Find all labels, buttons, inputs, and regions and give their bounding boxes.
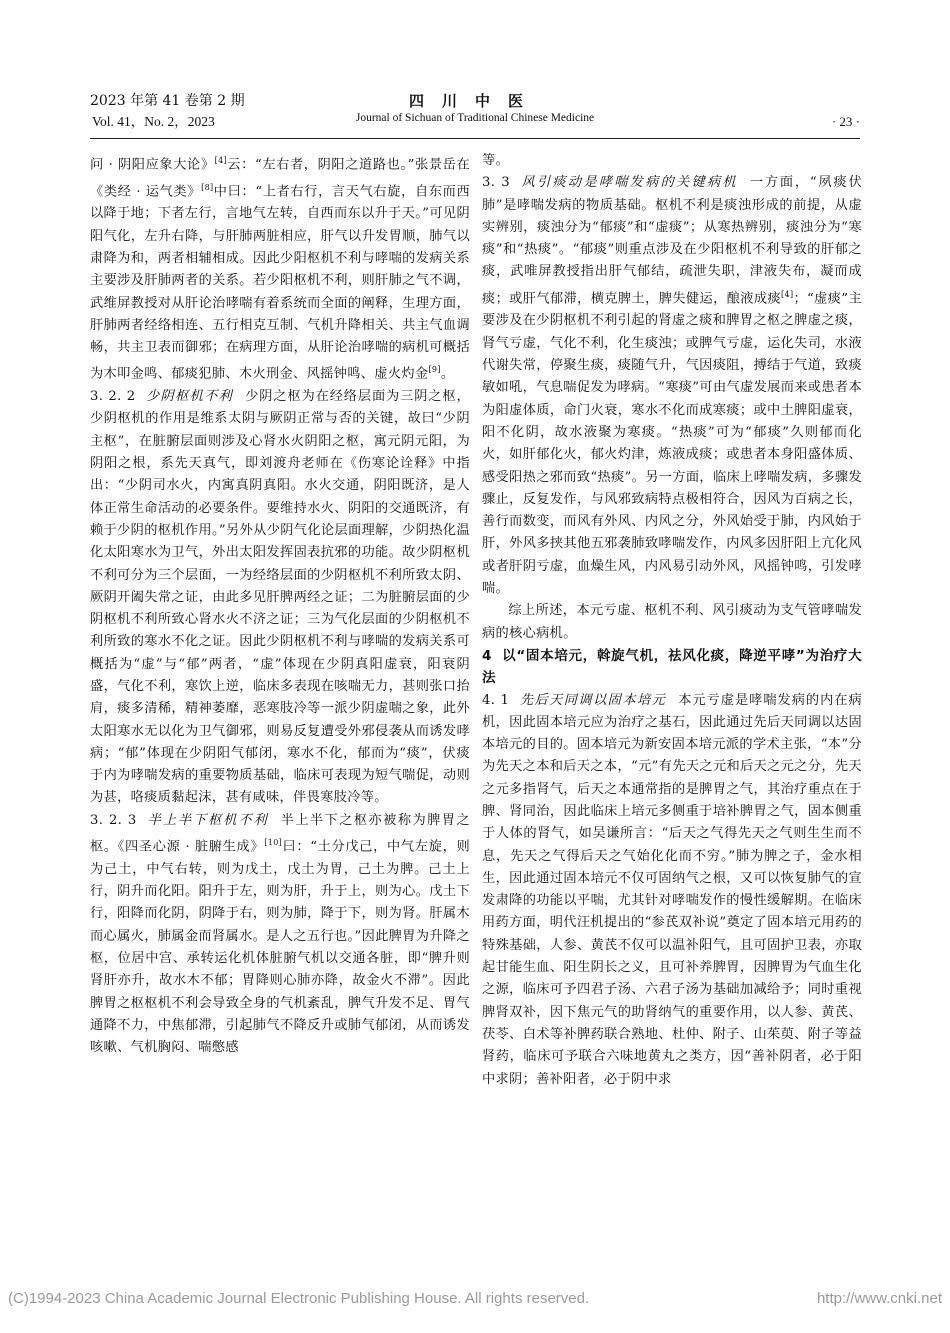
copyright-text: (C)1994-2023 China Academic Journal Electronic Publishing House. All rights reserved. [8,1290,590,1307]
right-column [482,150,862,1260]
citation[interactable]: [4] [214,156,228,165]
section-3-2-3: 3. 2. 3 半上半下枢机不利 半上半下之枢亦被称为脾胃之枢。《四圣心源 · 脏腑生成》[10]曰：“土分戊己，中气左旋，则为己土，中气右转，则为戊土，戊土为胃，己土为脾。己土上行，阴升而化阳。阳升于左，则为肝，升于上，则为心。戊土下行，阳降而化阴，阴降于右，则为肺，降于下，则为肾。肝属木而心属火，肺属金而肾属水。是人之五行也。”因此脾胃为升降之枢，位居中宫、承转运化机体脏腑气机以交通各脏，即“脾升则肾肝亦升，故水木不郁；胃降则心肺亦降，故金火不滞”。因此脾胃之枢枢机不利会导致全身的气机紊乱，脾气升发不足、胃气通降不力，中焦郁滞，引起肺气不降反升或肺气郁闭，从而诱发咳嗽、气机胸闷、喘憋感 [90,812,470,1056]
issue-cn: 2023 年第 41 卷第 2 期 [90,93,245,109]
journal-title-en: Journal of Sichuan of Traditional Chinese Medicine [355,112,595,124]
section-number: 3. 3 [482,175,511,191]
journal-title-cn: 四川中医 [408,92,541,110]
issue-en: Vol. 41，No. 2，2023 [92,114,215,129]
citation[interactable]: [4] [781,289,794,299]
header-rule [90,138,860,139]
section-number: 3. 2. 3 [90,812,137,828]
section-heading: 半上半下枢机不利 [146,812,269,828]
citation[interactable]: [10] [264,838,283,848]
running-header [90,90,860,136]
paragraph: 问 · 阴阳应象大论》[4]云：“左右者，阴阳之道路也。”张景岳在《类经 · 运气类》[8]中曰：“上者右行，言天气右旋，自东而西以降于地；下者左行，言地气左转，自西而东以升于天。”可见阴阳气化，左升右降，与肝肺两脏相应，肝气以升发胃顺，肺气以肃降为和，两者相辅相成。因此少阳枢机不利与哮喘的发病关系主要涉及肝肺两者的关系。若少阳枢机不利，则肝肺之气不调，武维屏教授对从肝论治哮喘有着系统而全面的阐释，生理方面，肝肺两者经络相连、五行相克互制、气机升降相关、共主气血调畅，共主卫表而御邪；在病理方面，从肝论治哮喘的病机可概括为木叩金鸣、郁痰犯肺、木火刑金、风摇钟鸣、虚火灼金[9]。 [90,156,470,382]
section-4-1: 4. 1 先后天同调以固本培元 本元亏虚是哮喘发病的内在病机，因此固本培元应为治疗之基石，因此通过先后天同调以达固本培元的目的。固本培元为新安固本培元派的学术主张，“本”分为先天之本和后天之本，“元”有先天之元和后天之元之分，先天之元多指肾气，后天之本通常指的是脾胃之气，其治疗重点在于脾、肾同治，因此临床上培元多侧重于培补脾胃之气，固本侧重于人体的肾气，如吴谦所言：“后天之气得先天之气则生生而不息，先天之气得后天之气始化化而不穷。”肺为脾之子，金水相生，因此通过固本培元不仅可固纳气之根，又可以恢复肺气的宣发肃降的功能以平喘，尤其针对哮喘发作的慢性缓解期。在临床用药方面，明代汪机提出的“参芪双补说”奠定了固本培元用药的特殊基础，人参、黄芪不仅可以温补阳气，且可固护卫表，亦取起甘能生血、阳生阴长之义，且可补养脾胃，因脾胃为气血生化之源，临床可予四君子汤、六君子汤为基础加减给予；同时重视脾肾双补，因下焦元气的助肾纳气的重要作用，以人参、黄芪、茯苓、白术等补脾药联合熟地、杜仲、附子、山茱萸、附子等益肾药，临床可予联合六味地黄丸之类方，因“善补阴者，必于阳中求阴；善补阳者，必于阴中求 [482,692,862,1087]
page-number: · 23 · [831,114,860,129]
copyright-footer [8,1290,942,1310]
citation[interactable]: [8] [201,182,214,192]
section-3-2-2: 3. 2. 2 少阴枢机不利 少阴之枢为在经络层面为三阴之枢，少阴枢机的作用是维系太阴与厥阴正常与否的关键，故曰“少阴主枢”，在脏腑层面则涉及心肾水火阴阳之枢，寓元阴元阳，为阴阳之根，系先天真气，即刘渡舟老师在《伤寒论诠释》中指出：“少阴司水火，内寓真阴真阳。水火交通，阴阳既济，是人体正常生命活动的必要条件。要维持水火、阴阳的交通既济，有赖于少阴的枢机作用。”另外从少阴气化论层面理解，少阴热化温化太阳寒水为卫气，外出太阳发挥固表抗邪的功能。故少阴枢机不利可分为三个层面，一为经络层面的少阴枢机不利所致太阴、厥阴开阖失常之证，由此多见肝脾两经之证；二为脏腑层面的少阴枢机不利所致心肾水火不济之证；三为气化层面的少阴枢机不利所致的寒水不化之证。因此少阴枢机不利与哮喘的发病关系可概括为“虚”与“郁”两者，“虚”体现在少阴真阳虚衰，阳衰阴盛，气化不利，寒饮上逆，临床多表现在咳喘无力，甚则张口抬肩，痰多清稀，精神萎靡，恶寒肢冷等一派少阴虚喘之象，此外太阳寒水无以化为卫气御邪，则易反复遭受外邪侵袭从而诱发哮病；“郁”体现在少阴阳气郁闭，寒水不化，郁而为“痰”，伏痰于内为哮喘发病的重要物质基础，临床可表现为短气喘促，动则为甚，咯痰质黏起沫，甚有咸味，伴畏寒肢冷等。 [90,389,470,806]
section-heading: 风引痰动是哮喘发病的关键病机 [520,175,738,191]
citation[interactable]: [9] [428,365,441,375]
section-3-3: 3. 3 风引痰动是哮喘发病的关键病机 一方面，“夙痰伏肺”是哮喘发病的物质基础。枢机不利是痰浊形成的前提，从虚实辨别，痰浊分为“郁痰”和“虚痰”；从寒热辨别，痰浊分为“寒痰”和“热痰”。“郁痰”则重点涉及在少阳枢机不利导致的肝郁之痰，武唯屏教授指出肝气郁结，疏泄失职，津液失布，凝而成痰；或肝气郁滞，横克脾土，脾失健运，酿液成痰[4]；“虚痰”主要涉及在少阴枢机不利引起的肾虚之痰和脾胃之枢之脾虚之痰，肾气亏虚，气化不利，化生痰浊；或脾气亏虚，运化失司，水液代谢失常，停聚生痰，痰随气升，气因痰阻，搏结于气道，致痰敏如吼，气息喘促发为哮病。“寒痰”可由气虚发展而来或患者本为阳虚体质，命门火衰，寒水不化而成寒痰；或中土脾阳虚衰，阳不化阴，故水液聚为寒痰。“热痰”可为“郁痰”久则郁而化火，如肝郁化火，郁火灼津，炼液成痰；或患者本身阳盛体质、感受阳热之邪而致“热痰”。另一方面，临床上哮喘发病，多骤发骤止，反复发作，与风邪致病特点极相符合，因风为百病之长，善行而数变，而风有外风、内风之分，外风始受于肺，内风始于肝，外风多挟其他五邪袭肺致哮喘发作，内风多因肝阳上亢化风或者肝阴亏虚，血燥生风，内风易引动外风，风摇钟鸣，引发哮喘。 [482,175,862,597]
summary-paragraph: 综上所述，本元亏虚、枢机不利、风引痰动为支气管哮喘发病的核心病机。 [482,603,862,641]
section-heading: 先后天同调以固本培元 [519,692,667,708]
section-heading: 少阴枢机不利 [145,389,234,405]
left-column [90,150,470,1260]
section-4-heading: 4 以“固本培元，斡旋气机，祛风化痰，降逆平哮”为治疗大法 [482,647,862,687]
paragraph: 等。 [482,153,510,168]
section-number: 3. 2. 2 [90,389,136,405]
section-number: 4. 1 [482,692,510,708]
cnki-link[interactable]: http://www.cnki.net [816,1290,942,1307]
